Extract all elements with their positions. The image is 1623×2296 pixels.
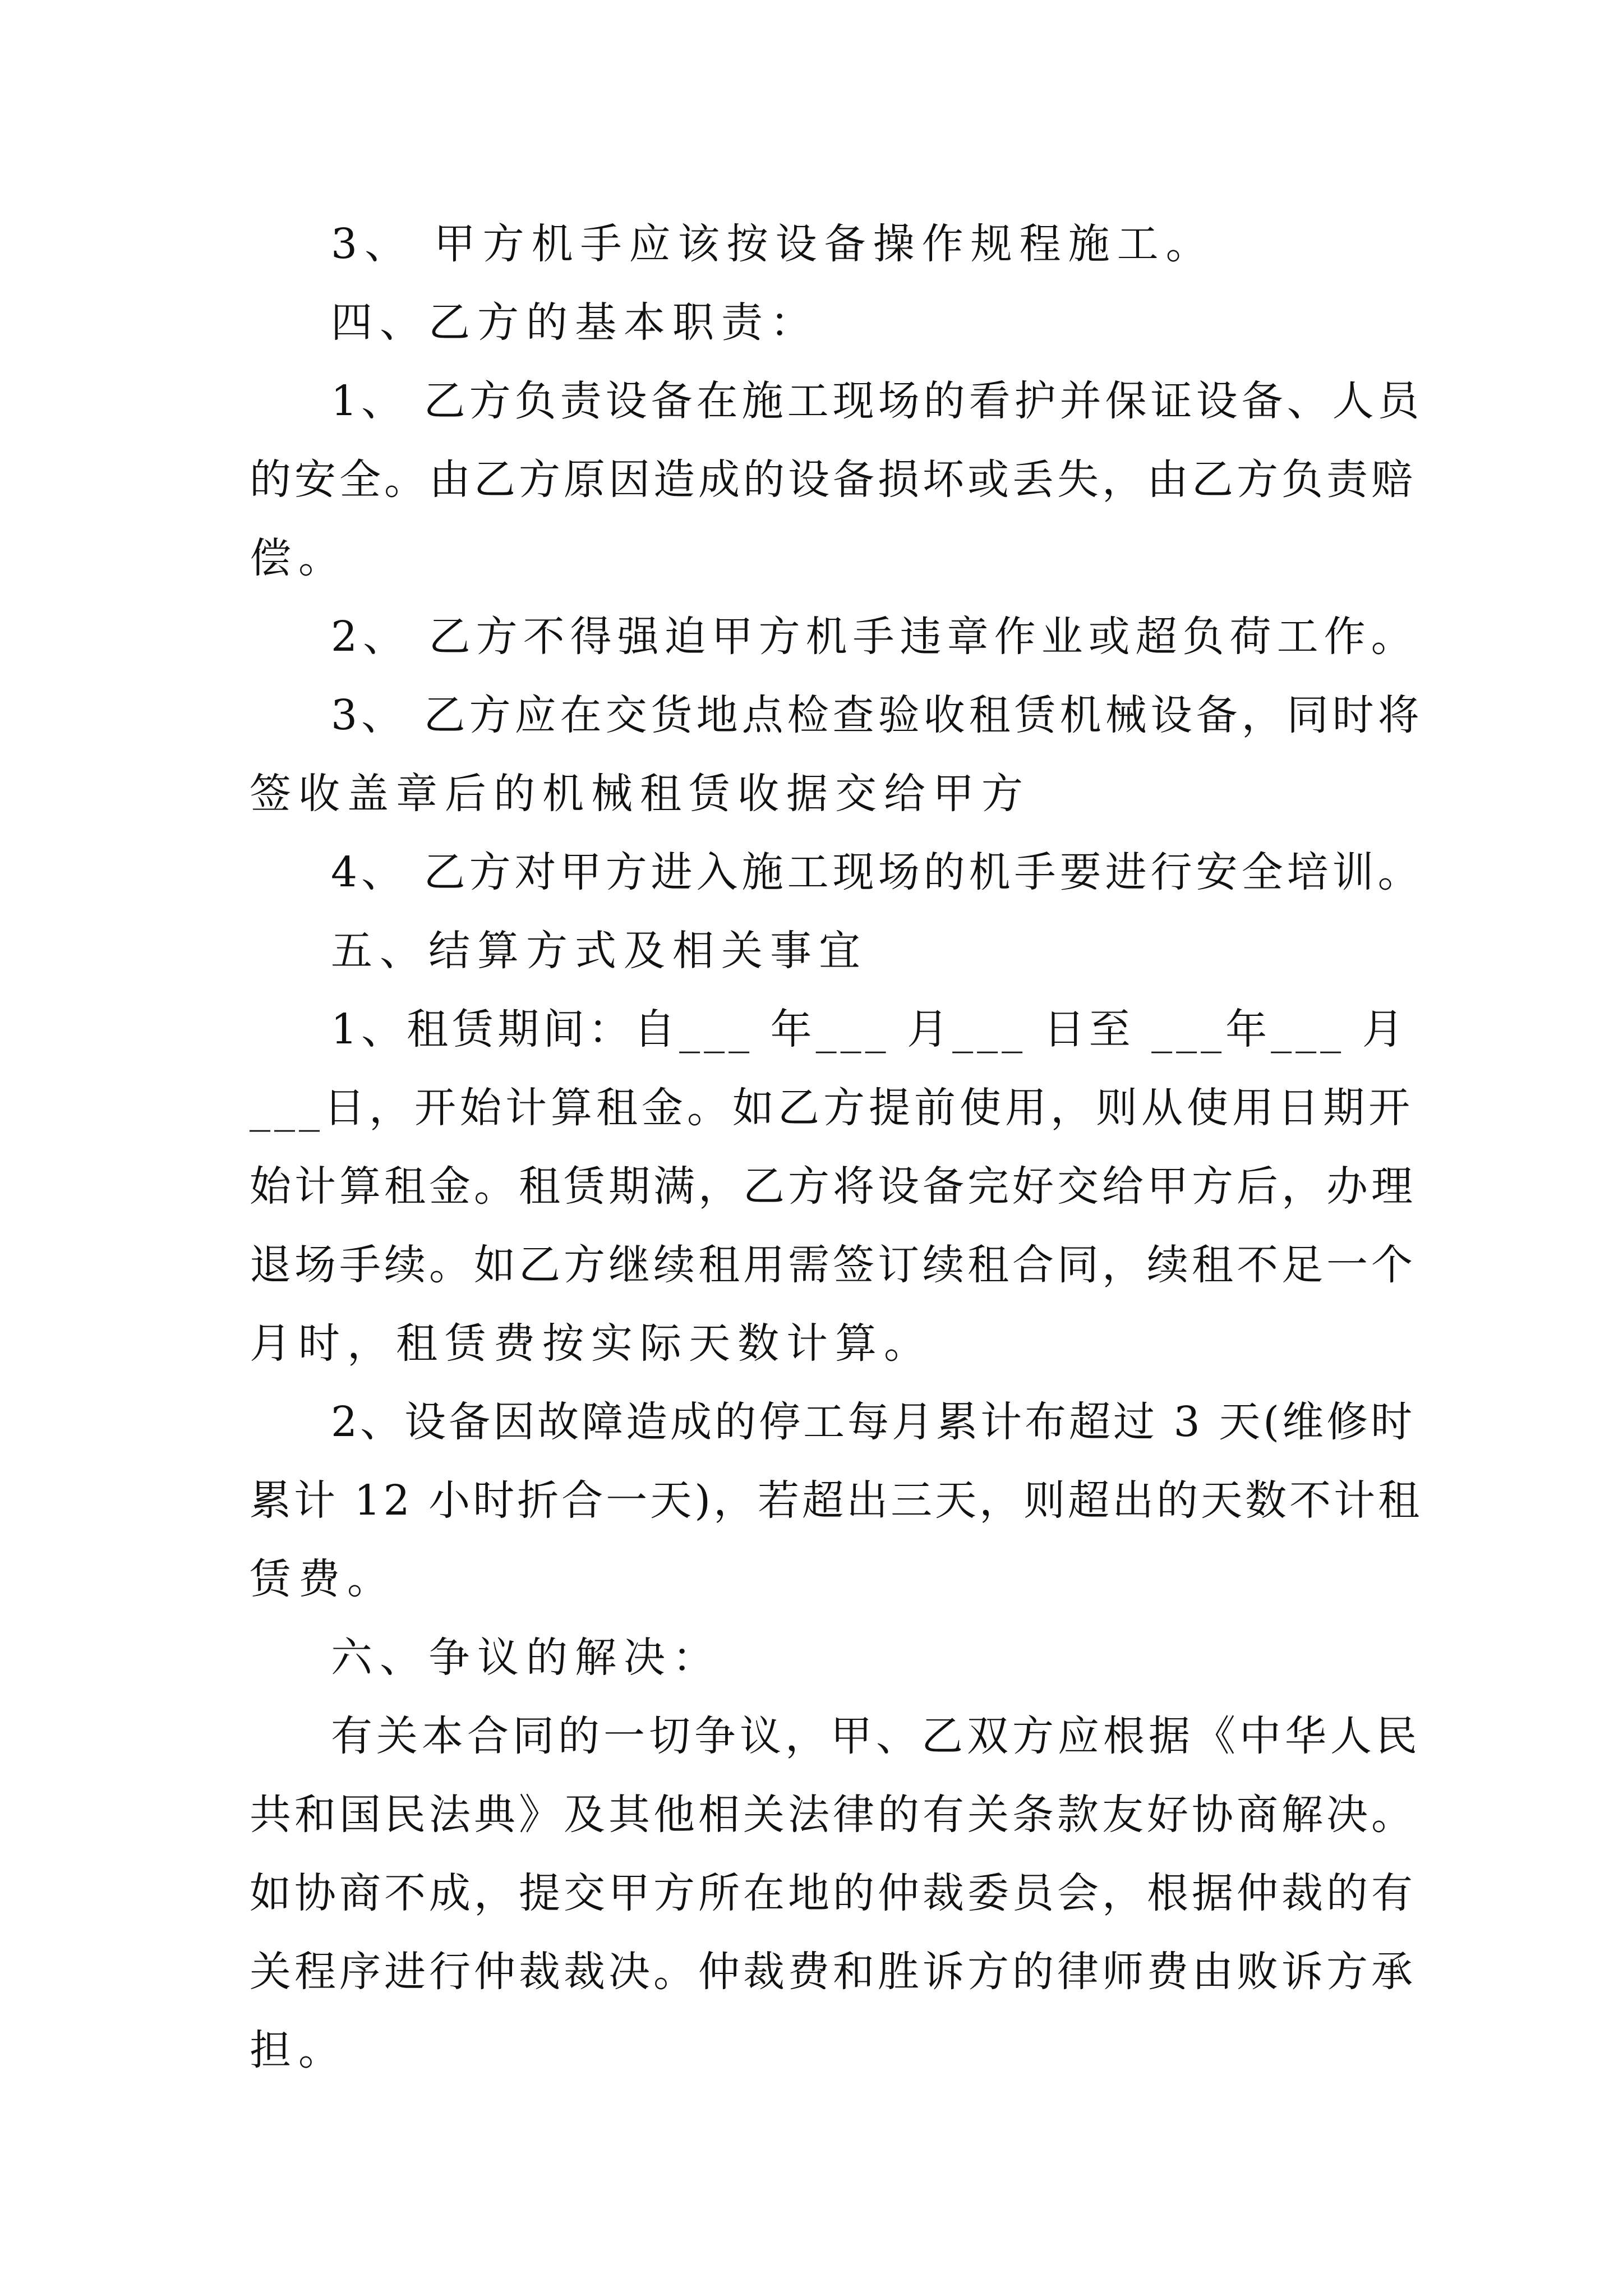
clause-5-1-line-1: 1、租赁期间：自___ 年___ 月___ 日至 ___年___ 月 <box>331 1005 1408 1053</box>
clause-4-4-line: 4、 乙方对甲方进入施工现场的机手要进行安全培训。 <box>331 848 1423 896</box>
section-6-para-line-1: 有关本合同的一切争议，甲、乙双方应根据《中华人民 <box>331 1712 1421 1760</box>
section-4-heading: 四、乙方的基本职责： <box>331 298 819 347</box>
clause-5-1-line-3: 始计算租金。租赁期满，乙方将设备完好交给甲方后，办理 <box>250 1162 1416 1211</box>
section-6-para-line-5: 担。 <box>250 2026 347 2074</box>
section-6-para-line-3: 如协商不成，提交甲方所在地的仲裁委员会，根据仲裁的有 <box>250 1869 1416 1917</box>
clause-4-1-line-3: 偿。 <box>250 534 347 582</box>
section-5-heading: 五、结算方式及相关事宜 <box>331 927 868 975</box>
clause-4-3-line-2: 签收盖章后的机械租赁收据交给甲方 <box>250 770 1030 818</box>
clause-5-1-line-2: ___日，开始计算租金。如乙方提前使用，则从使用日期开 <box>250 1084 1414 1132</box>
clause-5-1-line-5: 月时，租赁费按实际天数计算。 <box>250 1319 933 1368</box>
clause-4-1-line-2: 的安全。由乙方原因造成的设备损坏或丢失，由乙方负责赔 <box>250 455 1416 504</box>
clause-4-2-line: 2、 乙方不得强迫甲方机手违章作业或超负荷工作。 <box>331 613 1418 661</box>
clause-4-3-line-1: 3、 乙方应在交货地点检查验收租赁机械设备，同时将 <box>331 691 1423 739</box>
clause-4-1-line-1: 1、 乙方负责设备在施工现场的看护并保证设备、人员 <box>331 377 1423 425</box>
section-6-heading: 六、争议的解决： <box>331 1634 721 1682</box>
clause-5-2-line-2: 累计 12 小时折合一天)，若超出三天，则超出的天数不计租 <box>250 1476 1423 1525</box>
clause-5-1-line-4: 退场手续。如乙方继续租用需签订续租合同，续租不足一个 <box>250 1241 1416 1289</box>
clause-5-2-line-1: 2、设备因故障造成的停工每月累计布超过 3 天(维修时 <box>331 1398 1415 1446</box>
section-6-para-line-4: 关程序进行仲裁裁决。仲裁费和胜诉方的律师费由败诉方承 <box>250 1948 1416 1996</box>
clause-3-line: 3、 甲方机手应该按设备操作规程施工。 <box>331 220 1215 268</box>
section-6-para-line-2: 共和国民法典》及其他相关法律的有关条款友好协商解决。 <box>250 1791 1416 1839</box>
clause-5-2-line-3: 赁费。 <box>250 1555 396 1603</box>
